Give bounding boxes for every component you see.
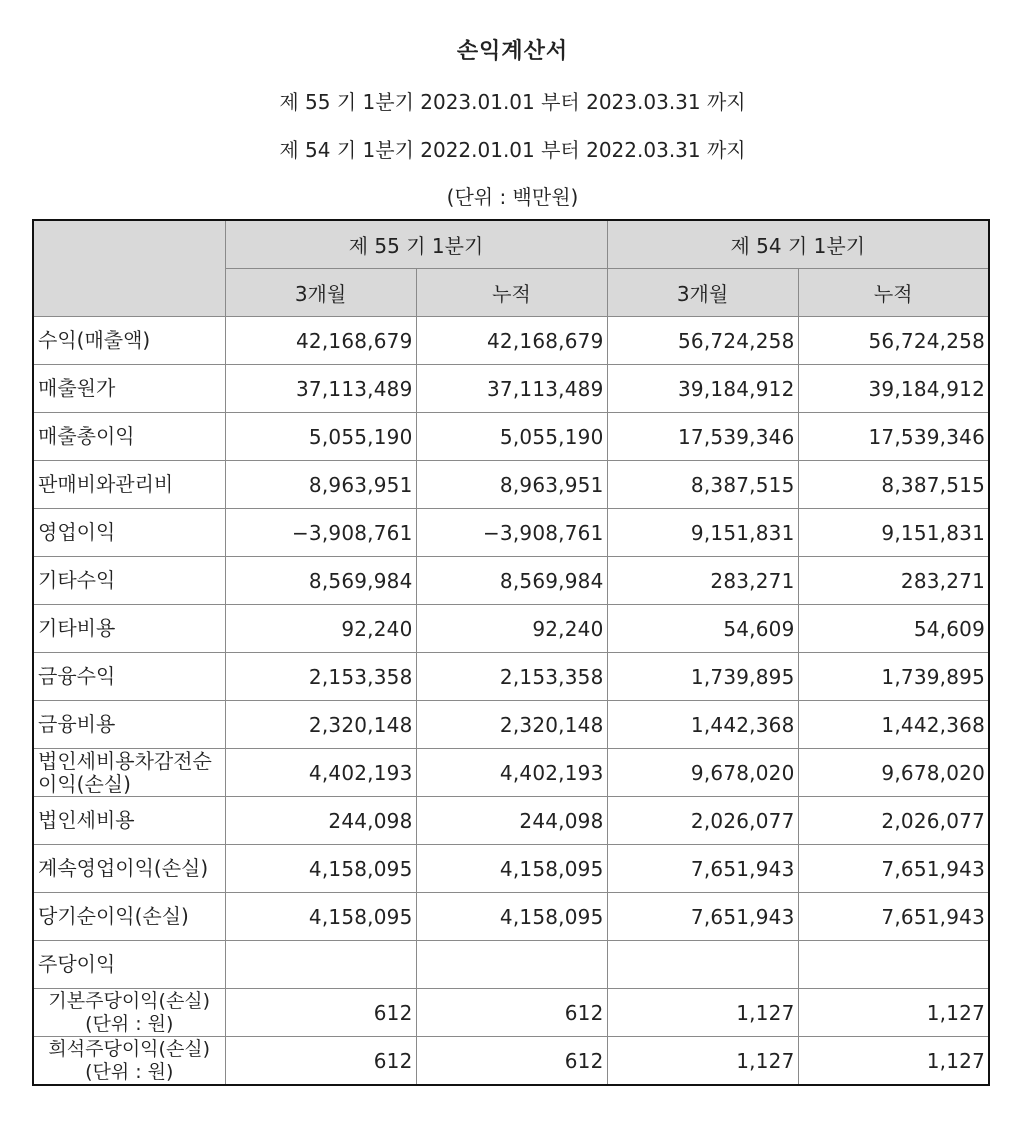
value-3m-prior: 1,127 [607,1037,798,1086]
row-label: 영업이익 [33,509,225,557]
row-label: 희석주당이익(손실) (단위 : 원) [33,1037,225,1086]
income-statement-table [32,219,990,1086]
value-cum-current: 5,055,190 [416,413,607,461]
row-label: 계속영업이익(손실) [33,845,225,893]
value-cum-prior: 54,609 [798,605,989,653]
row-label: 매출원가 [33,365,225,413]
row-label: 법인세비용차감전순이익(손실) [33,749,225,797]
table-row [33,797,989,845]
value-3m-current: 8,569,984 [225,557,416,605]
table-row [33,317,989,365]
table-row [33,365,989,413]
value-cum-prior: 2,026,077 [798,797,989,845]
row-label: 법인세비용 [33,797,225,845]
value-cum-prior: 56,724,258 [798,317,989,365]
value-cum-prior: 283,271 [798,557,989,605]
value-3m-prior: 1,739,895 [607,653,798,701]
value-cum-current: 244,098 [416,797,607,845]
row-label: 당기순이익(손실) [33,893,225,941]
value-3m-prior: 54,609 [607,605,798,653]
value-3m-prior: 1,127 [607,989,798,1037]
value-3m-current: 8,963,951 [225,461,416,509]
value-cum-prior [798,941,989,989]
value-cum-current: 612 [416,1037,607,1086]
value-3m-current: −3,908,761 [225,509,416,557]
header-corner-cell [33,220,225,317]
value-cum-prior: 39,184,912 [798,365,989,413]
table-row [33,461,989,509]
value-cum-prior: 7,651,943 [798,845,989,893]
table-row [33,605,989,653]
value-3m-prior [607,941,798,989]
value-cum-current: 37,113,489 [416,365,607,413]
table-row [33,749,989,797]
value-cum-current: 2,320,148 [416,701,607,749]
row-label: 매출총이익 [33,413,225,461]
table-row [33,989,989,1037]
value-3m-current: 42,168,679 [225,317,416,365]
value-3m-current: 5,055,190 [225,413,416,461]
header-group-prior: 제 54 기 1분기 [607,220,989,269]
value-cum-prior: 9,151,831 [798,509,989,557]
row-label: 기본주당이익(손실) (단위 : 원) [33,989,225,1037]
table-row [33,941,989,989]
value-3m-current: 92,240 [225,605,416,653]
table-row [33,413,989,461]
header-row-groups [33,220,989,269]
table-row [33,509,989,557]
value-cum-current: 612 [416,989,607,1037]
row-label: 기타비용 [33,605,225,653]
value-3m-current: 2,153,358 [225,653,416,701]
row-label: 금융비용 [33,701,225,749]
value-3m-prior: 7,651,943 [607,845,798,893]
row-label: 금융수익 [33,653,225,701]
row-label: 수익(매출액) [33,317,225,365]
value-cum-prior: 1,739,895 [798,653,989,701]
value-3m-current: 2,320,148 [225,701,416,749]
header-3m-prior: 3개월 [607,269,798,317]
row-label: 판매비와관리비 [33,461,225,509]
value-cum-prior: 17,539,346 [798,413,989,461]
header-cum-prior: 누적 [798,269,989,317]
header-group-current: 제 55 기 1분기 [225,220,607,269]
value-3m-prior: 9,678,020 [607,749,798,797]
period-prior: 제 54 기 1분기 2022.01.01 부터 2022.03.31 까지 [279,138,746,162]
value-cum-current: 4,158,095 [416,845,607,893]
value-3m-current: 4,402,193 [225,749,416,797]
table-row [33,1037,989,1086]
value-cum-prior: 1,127 [798,1037,989,1086]
value-3m-prior: 56,724,258 [607,317,798,365]
value-cum-current: −3,908,761 [416,509,607,557]
value-3m-current: 4,158,095 [225,893,416,941]
unit-note: (단위 : 백만원) [446,185,579,209]
value-3m-prior: 283,271 [607,557,798,605]
value-3m-current: 612 [225,1037,416,1086]
period-current: 제 55 기 1분기 2023.01.01 부터 2023.03.31 까지 [279,90,746,114]
value-cum-prior: 1,127 [798,989,989,1037]
value-cum-current [416,941,607,989]
value-3m-prior: 17,539,346 [607,413,798,461]
value-3m-current [225,941,416,989]
value-3m-prior: 39,184,912 [607,365,798,413]
value-3m-prior: 1,442,368 [607,701,798,749]
value-cum-prior: 1,442,368 [798,701,989,749]
value-3m-current: 4,158,095 [225,845,416,893]
header-cum-current: 누적 [416,269,607,317]
value-cum-current: 42,168,679 [416,317,607,365]
value-3m-current: 612 [225,989,416,1037]
value-cum-current: 2,153,358 [416,653,607,701]
value-cum-current: 92,240 [416,605,607,653]
table-row [33,557,989,605]
row-label: 주당이익 [33,941,225,989]
value-3m-prior: 7,651,943 [607,893,798,941]
value-3m-prior: 2,026,077 [607,797,798,845]
value-3m-current: 37,113,489 [225,365,416,413]
value-cum-current: 4,402,193 [416,749,607,797]
header-3m-current: 3개월 [225,269,416,317]
value-cum-current: 8,569,984 [416,557,607,605]
table-row [33,893,989,941]
statement-title: 손익계산서 [456,39,569,64]
row-label: 기타수익 [33,557,225,605]
value-cum-prior: 9,678,020 [798,749,989,797]
table-row [33,653,989,701]
value-cum-prior: 7,651,943 [798,893,989,941]
table-row [33,701,989,749]
value-cum-current: 4,158,095 [416,893,607,941]
value-3m-prior: 9,151,831 [607,509,798,557]
value-3m-prior: 8,387,515 [607,461,798,509]
table-row [33,845,989,893]
value-3m-current: 244,098 [225,797,416,845]
value-cum-current: 8,963,951 [416,461,607,509]
value-cum-prior: 8,387,515 [798,461,989,509]
